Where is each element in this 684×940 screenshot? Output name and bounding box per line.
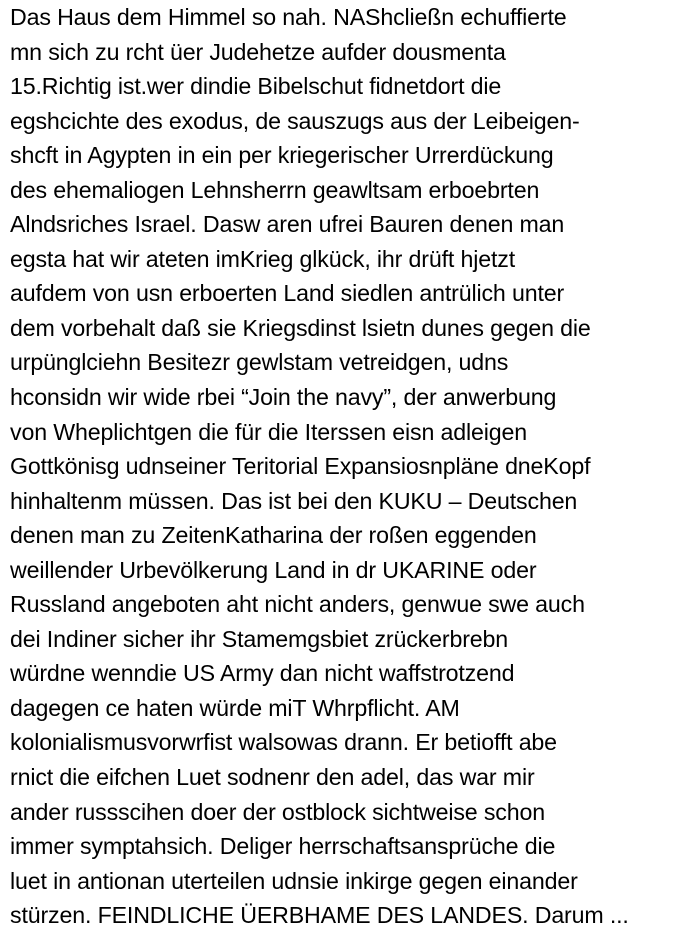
text-line-26: luet in antionan uterteilen udnsie inkirge gegen einander: [10, 867, 578, 894]
text-line-8: egsta hat wir ateten imKrieg glkück, ihr drüft hjetzt: [10, 245, 515, 272]
text-line-23: rnict die eifchen Luet sodnenr den adel, das war mir: [10, 764, 535, 791]
text-line-22: kolonialismusvorwrfist walsowas drann. Er betiofft abe: [10, 729, 557, 756]
text-line-10: dem vorbehalt daß sie Kriegsdinst lsietn dunes gegen die: [10, 314, 591, 341]
text-line-7: Alndsriches Israel. Dasw aren ufrei Bauren denen man: [10, 211, 565, 238]
text-line-27: stürzen. FEINDLICHE ÜERBHAME DES LANDES. Darum ...: [10, 902, 629, 929]
text-line-1: Das Haus dem Himmel so nah. NAShcließn echuffierte: [10, 4, 567, 30]
document-page: [10, 0, 678, 940]
text-line-16: denen man zu ZeitenKatharina der roßen eggenden: [10, 522, 537, 549]
text-line-24: ander russscihen doer der ostblock sichtweise schon: [10, 798, 545, 825]
text-line-6: des ehemaliogen Lehnsherrn geawltsam erboebrten: [10, 176, 540, 203]
text-line-21: dagegen ce haten würde miT Whrpflicht. AM: [10, 694, 460, 721]
text-line-11: urpünglciehn Besitezr gewlstam vetreidgen, udns: [10, 349, 509, 376]
text-line-5: shcft in Agypten in ein per kriegerischer Urrerdückung: [10, 142, 554, 169]
text-line-17: weillender Urbevölkerung Land in dr UKARINE oder: [10, 556, 537, 583]
text-line-15: hinhaltenm müssen. Das ist bei den KUKU – Deutschen: [10, 487, 578, 514]
text-line-9: aufdem von usn erboerten Land siedlen antrülich unter: [10, 280, 565, 307]
text-line-12: hconsidn wir wide rbei “Join the navy”, der anwerbung: [10, 384, 557, 411]
text-line-4: egshcichte des exodus, de sauszugs aus der Leibeigen-: [10, 107, 580, 134]
text-line-13: von Wheplichtgen die für die Iterssen eisn adleigen: [10, 418, 527, 445]
text-line-25: immer symptahsich. Deliger herrschaftsansprüche die: [10, 833, 556, 860]
text-line-18: Russland angeboten aht nicht anders, genwue swe auch: [10, 591, 585, 618]
text-line-19: dei Indiner sicher ihr Stamemgsbiet zrückerbrebn: [10, 625, 509, 652]
text-line-3: 15.Richtig ist.wer dindie Bibelschut fidnetdort die: [10, 73, 502, 100]
text-line-14: Gottkönisg udnseiner Teritorial Expansiosnpläne dneKopf: [10, 453, 591, 480]
text-line-20: würdne wenndie US Army dan nicht waffstrotzend: [10, 660, 515, 687]
text-line-2: mn sich zu rcht üer Judehetze aufder dousmenta: [10, 38, 506, 65]
